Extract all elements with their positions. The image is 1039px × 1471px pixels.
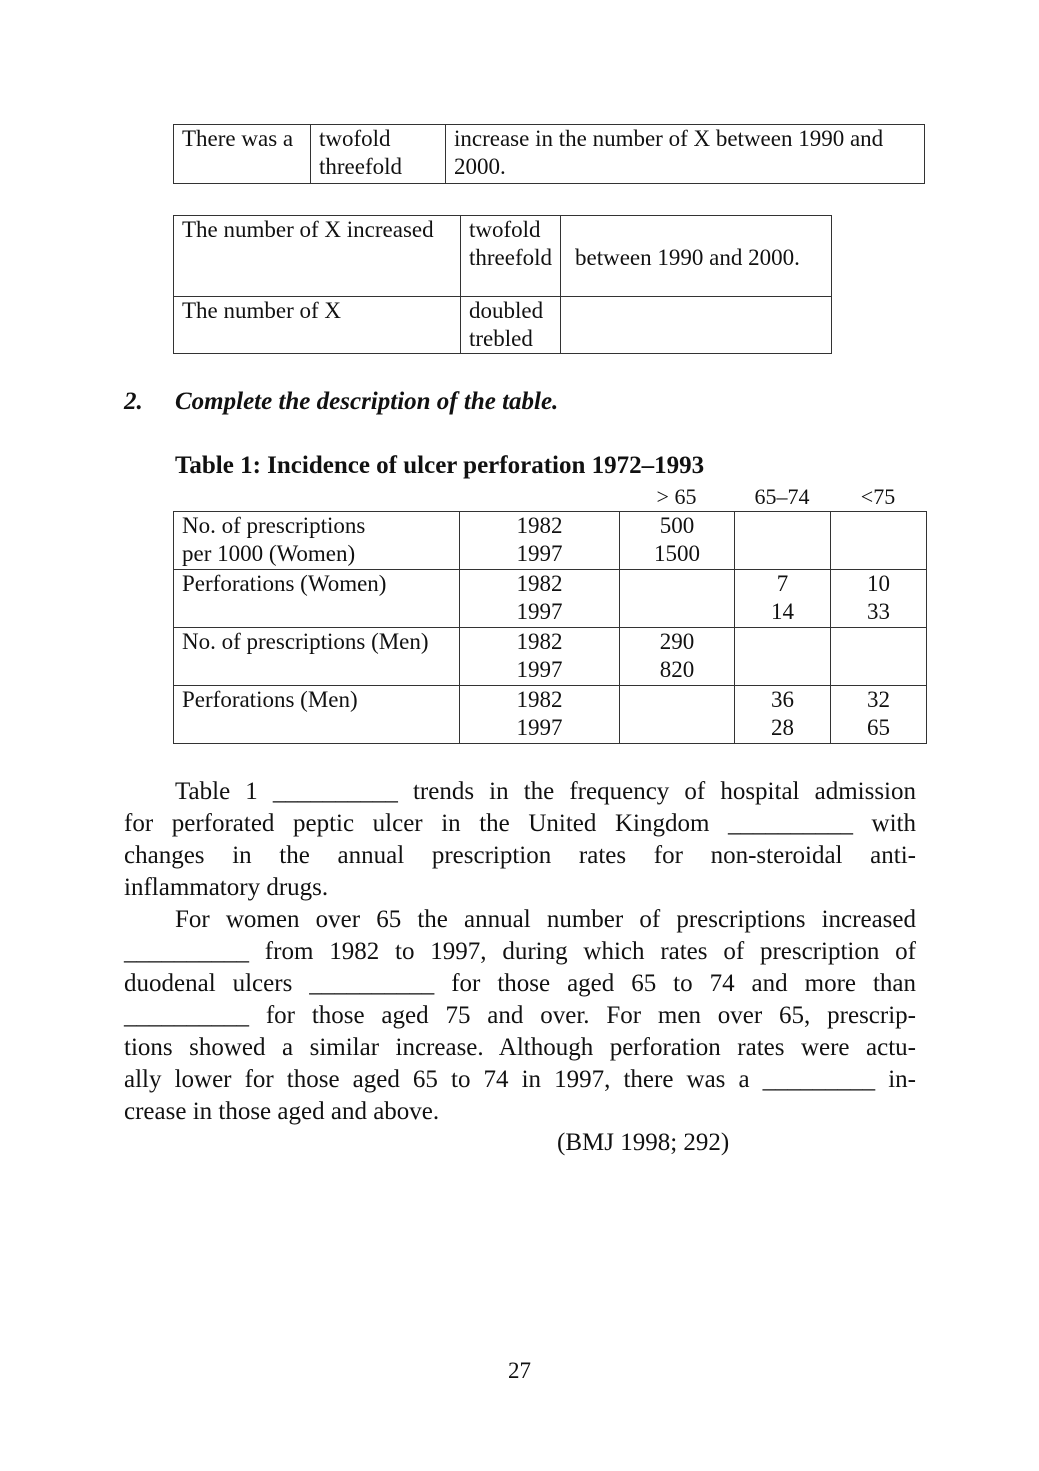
table-cell: [461, 297, 561, 354]
cell-text: 1982: [516, 629, 563, 654]
collocation-table-b: [173, 215, 832, 354]
table-row: [174, 512, 927, 570]
description-paragraph: [124, 776, 916, 1128]
text-line: tions showed a similar increase. Although perforation rates were actu-: [124, 1034, 916, 1061]
value-cell: [831, 686, 927, 744]
cell-text: Perforations (Women): [182, 571, 387, 596]
text-line: for perforated peptic ulcer in the United Kingdom __________ with: [124, 810, 916, 837]
cell-text: 1982: [516, 513, 563, 538]
row-label: [174, 686, 460, 744]
text-line: crease in those aged and above.: [124, 1098, 440, 1125]
cell-text: doubled: [469, 298, 544, 323]
table-cell: [174, 216, 461, 297]
table-cell: [461, 216, 561, 297]
text-line: __________ from 1982 to 1997, during which rates of prescription of: [124, 938, 916, 965]
cell-text: 36: [771, 687, 794, 712]
text-line: ally lower for those aged 65 to 74 in 1997, there was a _________ in-: [124, 1066, 916, 1093]
table-cell: [174, 297, 461, 354]
collocation-table-a: [173, 124, 925, 184]
cell-text: twofold: [319, 126, 391, 151]
cell-text: The number of X: [182, 298, 342, 323]
text-line: duodenal ulcers __________ for those aged 65 to 74 and more than: [124, 970, 916, 997]
cell-text: increase in the number of X between 1990 and: [454, 126, 884, 151]
cell-text: 14: [771, 599, 794, 624]
cell-text: threefold: [469, 245, 553, 270]
table-row: [174, 628, 927, 686]
value-cell: [735, 686, 831, 744]
cell-text: per 1000 (Women): [182, 541, 356, 566]
exercise-heading: [124, 388, 558, 416]
row-label: [174, 570, 460, 628]
page-number: 27: [508, 1358, 531, 1383]
value-cell: [735, 512, 831, 570]
row-label: [174, 512, 460, 570]
cell-text: 10: [867, 571, 890, 596]
cell-text: 1997: [516, 715, 563, 740]
cell-text: 7: [776, 571, 789, 596]
value-cell: [620, 512, 735, 570]
text-line: Table 1 __________ trends in the frequency of hospital admission: [175, 778, 916, 805]
cell-text: trebled: [469, 326, 533, 351]
cell-text: 32: [867, 687, 890, 712]
table-title: Table 1: Incidence of ulcer perforation 1972–1993: [175, 452, 705, 479]
cell-text: No. of prescriptions: [182, 513, 366, 538]
year-cell: [460, 686, 620, 744]
cell-text: 65: [867, 715, 890, 740]
table-row: [174, 125, 925, 184]
cell-text: 500: [659, 513, 695, 538]
citation: (BMJ 1998; 292): [557, 1129, 730, 1156]
cell-text: twofold: [469, 217, 541, 242]
cell-text: The number of X increased: [182, 217, 434, 242]
cell-text: 290: [659, 629, 695, 654]
column-header: 65–74: [754, 484, 810, 509]
text-line: changes in the annual prescription rates for non-steroidal anti-: [124, 842, 916, 869]
value-cell: [831, 570, 927, 628]
value-cell: [620, 628, 735, 686]
value-cell: [735, 570, 831, 628]
value-cell: [620, 570, 735, 628]
cell-text: 1500: [654, 541, 700, 566]
table-row: [174, 686, 927, 744]
cell-text: 2000.: [454, 154, 506, 179]
text-line: __________ for those aged 75 and over. For men over 65, prescrip-: [124, 1002, 916, 1029]
table-cell: [561, 216, 832, 297]
text-line: For women over 65 the annual number of prescriptions increased: [175, 906, 916, 933]
year-cell: [460, 628, 620, 686]
spacer: [575, 216, 823, 244]
cell-text: threefold: [319, 154, 403, 179]
cell-text: between 1990 and 2000.: [575, 245, 800, 270]
text-line: inflammatory drugs.: [124, 874, 329, 901]
table-row: [174, 297, 832, 354]
cell-text: 28: [771, 715, 794, 740]
table-cell: [311, 125, 446, 184]
column-header: <75: [860, 484, 896, 509]
cell-text: 33: [867, 599, 890, 624]
exercise-number: 2.: [124, 388, 143, 415]
cell-text: 1997: [516, 599, 563, 624]
year-cell: [460, 512, 620, 570]
cell-text: 1982: [516, 687, 563, 712]
cell-text: 1997: [516, 541, 563, 566]
value-cell: [831, 628, 927, 686]
cell-text: 820: [659, 657, 695, 682]
exercise-instruction: Complete the description of the table.: [175, 388, 559, 415]
table-row: [174, 570, 927, 628]
table-row: [174, 216, 832, 297]
column-header: > 65: [656, 484, 697, 509]
table-cell: [174, 125, 311, 184]
value-cell: [735, 628, 831, 686]
value-cell: [620, 686, 735, 744]
table-cell: [561, 297, 832, 354]
cell-text: 1997: [516, 657, 563, 682]
row-label: [174, 628, 460, 686]
cell-text: Perforations (Men): [182, 687, 358, 712]
cell-text: 1982: [516, 571, 563, 596]
table-cell: [446, 125, 925, 184]
year-cell: [460, 570, 620, 628]
cell-text: There was a: [182, 126, 294, 151]
value-cell: [831, 512, 927, 570]
cell-text: No. of prescriptions (Men): [182, 629, 429, 654]
data-table: [173, 511, 927, 744]
